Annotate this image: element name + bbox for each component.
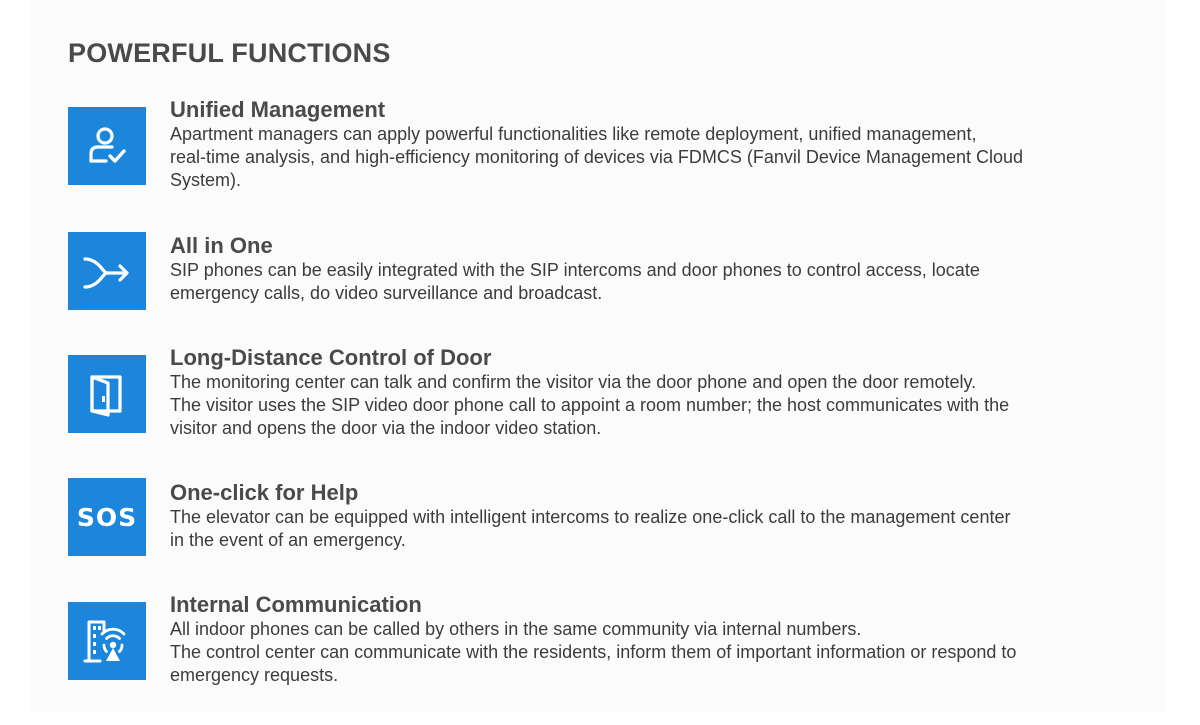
sos-icon-label: SOS (76, 502, 138, 532)
sos-icon (68, 478, 146, 556)
feature-text (170, 233, 1155, 305)
feature-description-line: real-time analysis, and high-efficiency monitoring of devices via FDMCS (Fanvil Device Management Cloud (170, 147, 1024, 167)
feature-description-line: Apartment managers can apply powerful functionalities like remote deployment, unified management, (170, 124, 977, 144)
feature-description-line: emergency requests. (170, 665, 339, 685)
feature-title: All in One (170, 233, 273, 258)
feature-description-line: in the event of an emergency. (170, 530, 406, 550)
feature-description-line: The control center can communicate with the residents, inform them of important information or respond to (170, 642, 1017, 662)
feature-title: Internal Communication (170, 592, 422, 617)
feature-description-line: SIP phones can be easily integrated with the SIP intercoms and door phones to control access, locate (170, 260, 980, 280)
feature-title: Long-Distance Control of Door (170, 345, 492, 370)
feature-description-line: The elevator can be equipped with intelligent intercoms to realize one-click call to the management center (170, 507, 1011, 527)
feature-description-line: emergency calls, do video surveillance and broadcast. (170, 283, 603, 303)
user-check-icon (68, 107, 146, 185)
feature-description-line: All indoor phones can be called by others in the same community via internal numbers. (170, 619, 862, 639)
merge-arrow-icon (68, 232, 146, 310)
feature-text (170, 345, 1155, 440)
feature-title: One-click for Help (170, 480, 359, 505)
feature-description-line: The visitor uses the SIP video door phone call to appoint a room number; the host communicates with the (170, 395, 1010, 415)
door-icon (68, 355, 146, 433)
feature-description-line: visitor and opens the door via the indoor video station. (170, 418, 602, 438)
page-title: POWERFUL FUNCTIONS (68, 38, 391, 68)
feature-description-line: The monitoring center can talk and confirm the visitor via the door phone and open the door remotely. (170, 372, 977, 392)
building-broadcast-icon (68, 602, 146, 680)
feature-title: Unified Management (170, 97, 386, 122)
feature-text (170, 97, 1155, 192)
feature-description-line: System). (170, 170, 242, 190)
feature-text (170, 592, 1155, 687)
feature-text (170, 480, 1155, 552)
